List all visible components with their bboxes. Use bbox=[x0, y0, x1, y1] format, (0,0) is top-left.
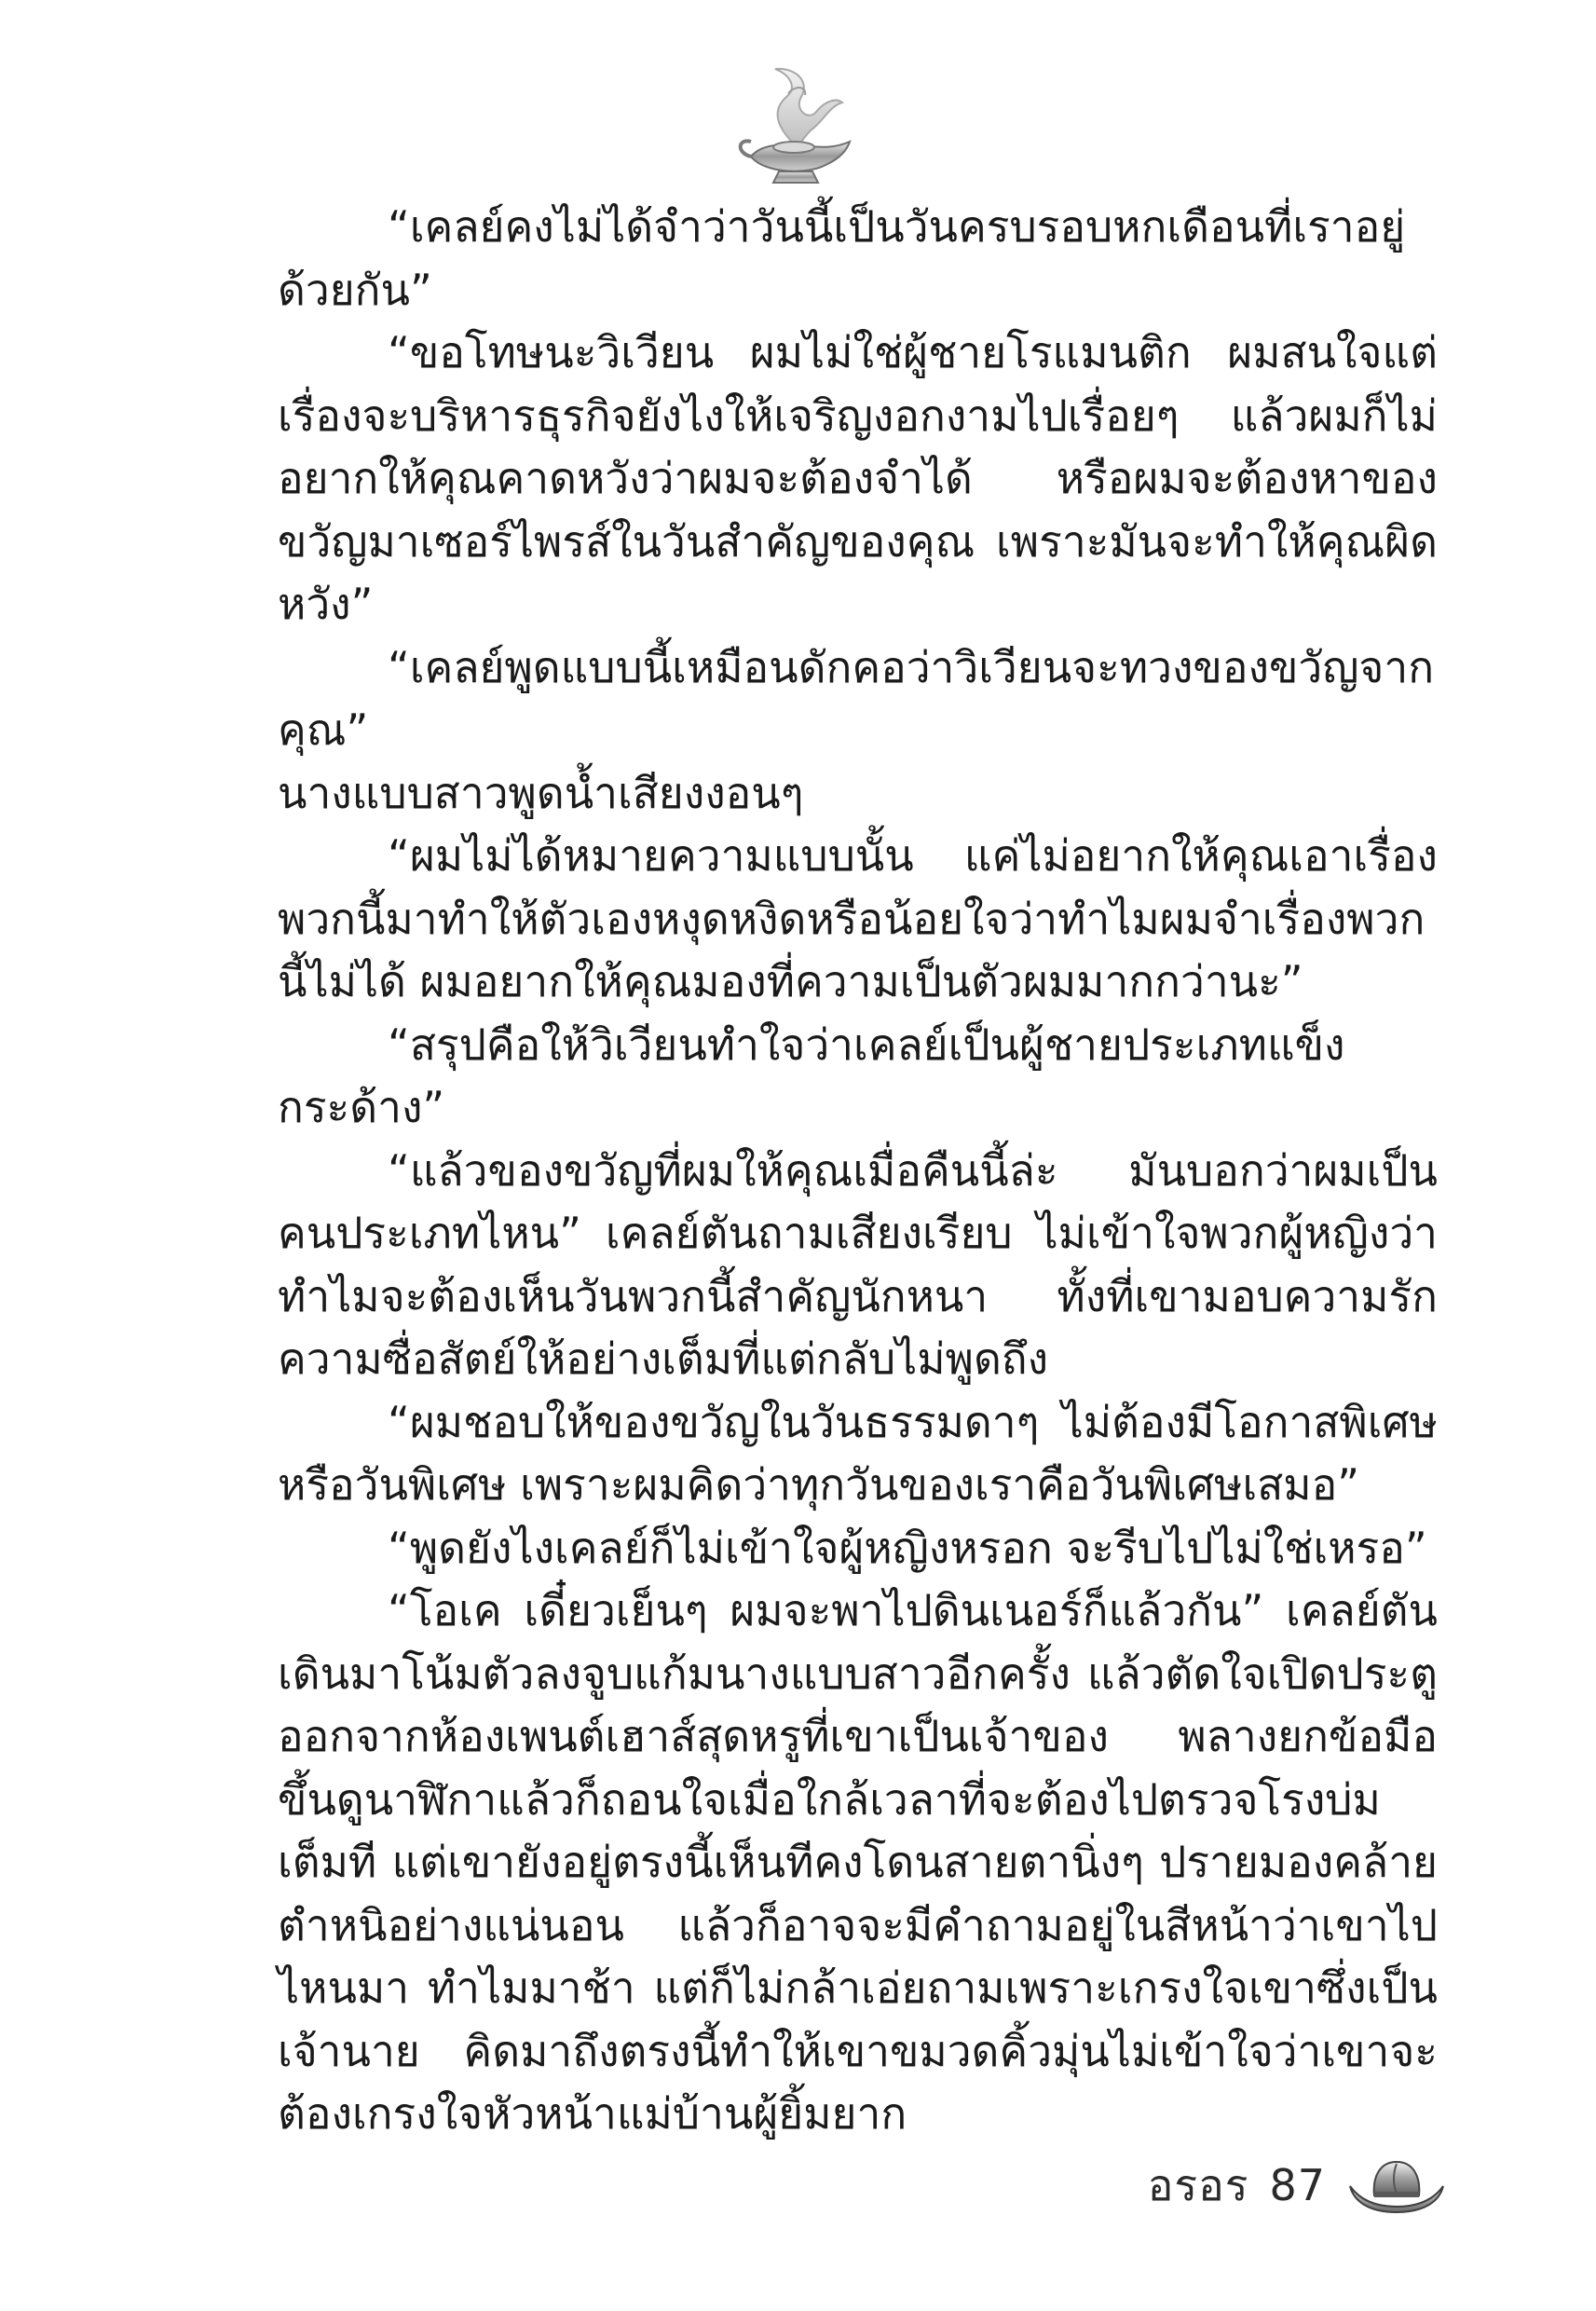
paragraph: “เคลย์พูดแบบนี้เหมือนดักคอว่าวิเวียนจะทวงของขวัญจากคุณ” bbox=[278, 641, 1435, 755]
body-text bbox=[278, 196, 1438, 2146]
page-footer bbox=[1148, 2143, 1447, 2227]
paragraph: “พูดยังไงเคลย์ก็ไม่เข้าใจผู้หญิงหรอก จะรีบไปไม่ใช่เหรอ” bbox=[388, 1522, 1427, 1573]
paragraph: “ขอโทษนะวิเวียน ผมไม่ใช่ผู้ชายโรแมนติก ผมสนใจแต่เรื่องจะบริหารธุรกิจยังไงให้เจริญงอกงามไปเรื่อยๆ แล้วผมก็ไม่อยากให้คุณคาดหวังว่าผมจะต้องจำได้ หรือผมจะต้องหาของขวัญมาเซอร์ไพรส์ในวันสำคัญของคุณ เพราะมันจะทำให้คุณผิดหวัง” bbox=[278, 327, 1438, 629]
page-number: 87 bbox=[1269, 2160, 1326, 2210]
paragraph: “ผมชอบให้ของขวัญในวันธรรมดาๆ ไม่ต้องมีโอกาสพิเศษหรือวันพิเศษ เพราะผมคิดว่าทุกวันของเราคือวันพิเศษเสมอ” bbox=[278, 1396, 1438, 1510]
running-head: อรอร bbox=[1147, 2159, 1249, 2210]
paragraph: “แล้วของขวัญที่ผมให้คุณเมื่อคืนนี้ล่ะ มันบอกว่าผมเป็นคนประเภทไหน” เคลย์ตันถามเสียงเรียบ ไม่เข้าใจพวกผู้หญิงว่าทำไมจะต้องเห็นวันพวกนี้สำคัญนักหนา ทั้งที่เขามอบความรักความซื่อสัตย์ให้อย่างเต็มที่แต่กลับไม่พูดถึง bbox=[278, 1144, 1438, 1384]
paragraph: นางแบบสาวพูดน้ำเสียงงอนๆ bbox=[278, 767, 804, 818]
cowboy-hat-icon bbox=[1346, 2154, 1447, 2216]
paragraph: “สรุปคือให้วิเวียนทำใจว่าเคลย์เป็นผู้ชายประเภทแข็งกระด้าง” bbox=[278, 1019, 1345, 1132]
paragraph: “โอเค เดี๋ยวเย็นๆ ผมจะพาไปดินเนอร์ก็แล้วกัน” เคลย์ตันเดินมาโน้มตัวลงจูบแก้มนางแบบสาวอีกครั้ง แล้วตัดใจเปิดประตูออกจากห้องเพนต์เฮาส์สุดหรูที่เขาเป็นเจ้าของ พลางยกข้อมือขึ้นดูนาฬิกาแล้วก็ถอนใจเมื่อใกล้เวลาที่จะต้องไปตรวจโรงบ่มเต็มที แต่เขายังอยู่ตรงนี้เห็นทีคงโดนสายตานิ่งๆ ปรายมองคล้ายตำหนิอย่างแน่นอน แล้วก็อาจจะมีคำถามอยู่ในสีหน้าว่าเขาไปไหนมา ทำไมมาช้า แต่ก็ไม่กล้าเอ่ยถามเพราะเกรงใจเขาซึ่งเป็นเจ้านาย คิดมาถึงตรงนี้ทำให้เขาขมวดคิ้วมุ่นไม่เข้าใจว่าเขาจะต้องเกรงใจหัวหน้าแม่บ้านผู้ยิ้มยาก bbox=[278, 1585, 1438, 2139]
magic-lamp-icon bbox=[732, 56, 863, 196]
paragraph: “เคลย์คงไม่ได้จำว่าวันนี้เป็นวันครบรอบหกเดือนที่เราอยู่ด้วยกัน” bbox=[278, 201, 1406, 315]
paragraph: “ผมไม่ได้หมายความแบบนั้น แค่ไม่อยากให้คุณเอาเรื่องพวกนี้มาทำให้ตัวเองหงุดหงิดหรือน้อยใจว่าทำไมผมจำเรื่องพวกนี้ไม่ได้ ผมอยากให้คุณมองที่ความเป็นตัวผมมากกว่านะ” bbox=[278, 830, 1438, 1006]
